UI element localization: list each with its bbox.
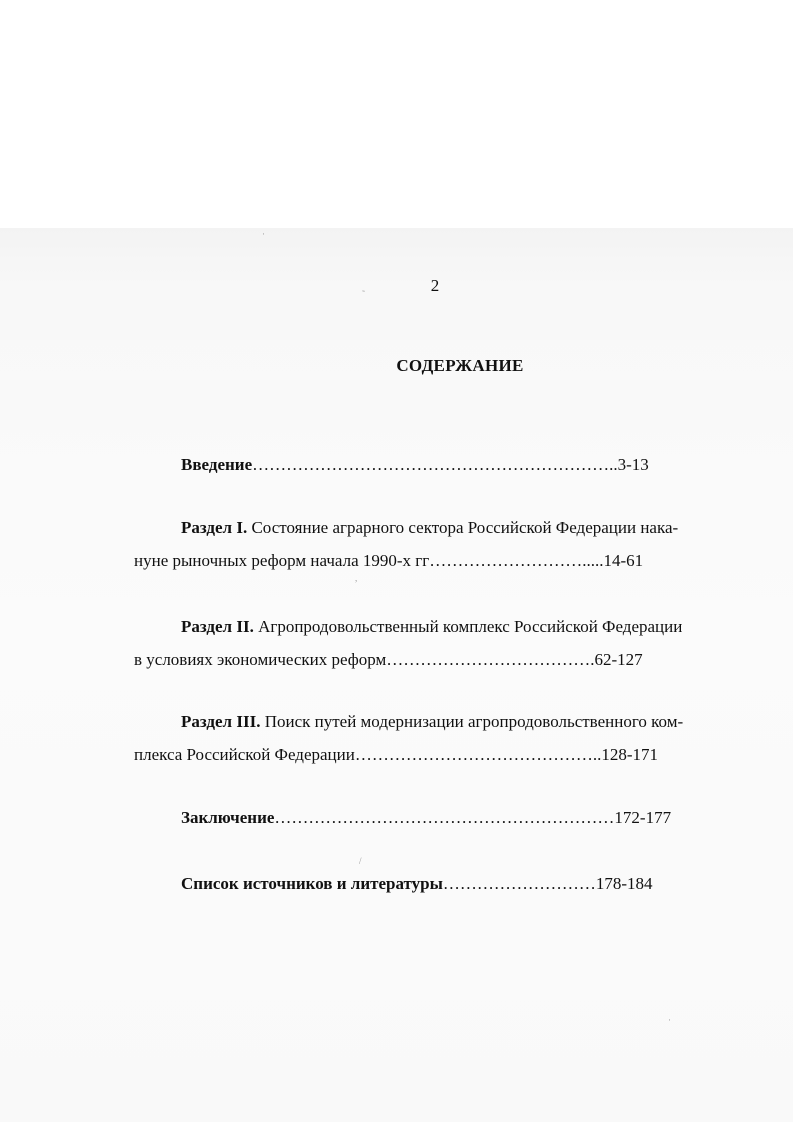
toc-entry-label: Введение [181, 455, 253, 474]
toc-leader: ……………………………………………………….. [252, 455, 618, 474]
page-number: 2 [430, 276, 440, 295]
toc-entry-conclusion [181, 807, 741, 829]
toc-entry-section-1-line-2 [134, 550, 734, 572]
toc-entry-text: Поиск путей модернизации агропродовольственного ком- [260, 712, 684, 731]
toc-leader: ……………………… [442, 874, 596, 893]
toc-page-range: 172-177 [614, 808, 672, 827]
toc-entry-label: Список источников и литературы [181, 874, 443, 893]
toc-page-range: 14-61 [603, 551, 644, 570]
toc-entry-text: в условиях экономических реформ………………………………. [134, 650, 595, 669]
toc-entry-introduction [181, 454, 701, 476]
toc-page-range: 128-171 [601, 745, 658, 764]
toc-entry-label: Раздел II. [181, 617, 254, 636]
toc-entry-sources [181, 873, 741, 895]
toc-entry-text: нуне рыночных реформ начала 1990-х гг………………………..... [134, 551, 604, 570]
toc-entry-label: Раздел I. [181, 518, 248, 537]
toc-entry-section-2-line-1 [181, 616, 751, 638]
page-title: СОДЕРЖАНИЕ [396, 356, 524, 375]
toc-entry-section-1-line-1 [181, 517, 751, 539]
toc-page-range: 62-127 [594, 650, 643, 669]
toc-entry-text: Состояние аграрного сектора Российской Федерации нака- [247, 518, 679, 537]
scan-speck: ˜ [362, 289, 365, 299]
toc-entry-text: плекса Российской Федерации…………………………………….. [134, 745, 602, 764]
toc-entry-section-2-line-2 [134, 649, 734, 671]
toc-entry-section-3-line-2 [134, 744, 754, 766]
scan-speck: · [668, 1015, 671, 1025]
scan-speck: , [355, 573, 358, 583]
scan-speck: / [359, 856, 362, 866]
toc-entry-section-3-line-1 [181, 711, 751, 733]
toc-entry-text: Агропродовольственный комплекс Российской Федерации [253, 617, 683, 636]
toc-entry-label: Заключение [181, 808, 275, 827]
toc-page-range: 178-184 [595, 874, 653, 893]
toc-entry-label: Раздел III. [181, 712, 261, 731]
toc-leader: …………………………………………………… [274, 808, 615, 827]
scan-speck: · [262, 229, 265, 239]
toc-page-range: 3-13 [617, 455, 649, 474]
